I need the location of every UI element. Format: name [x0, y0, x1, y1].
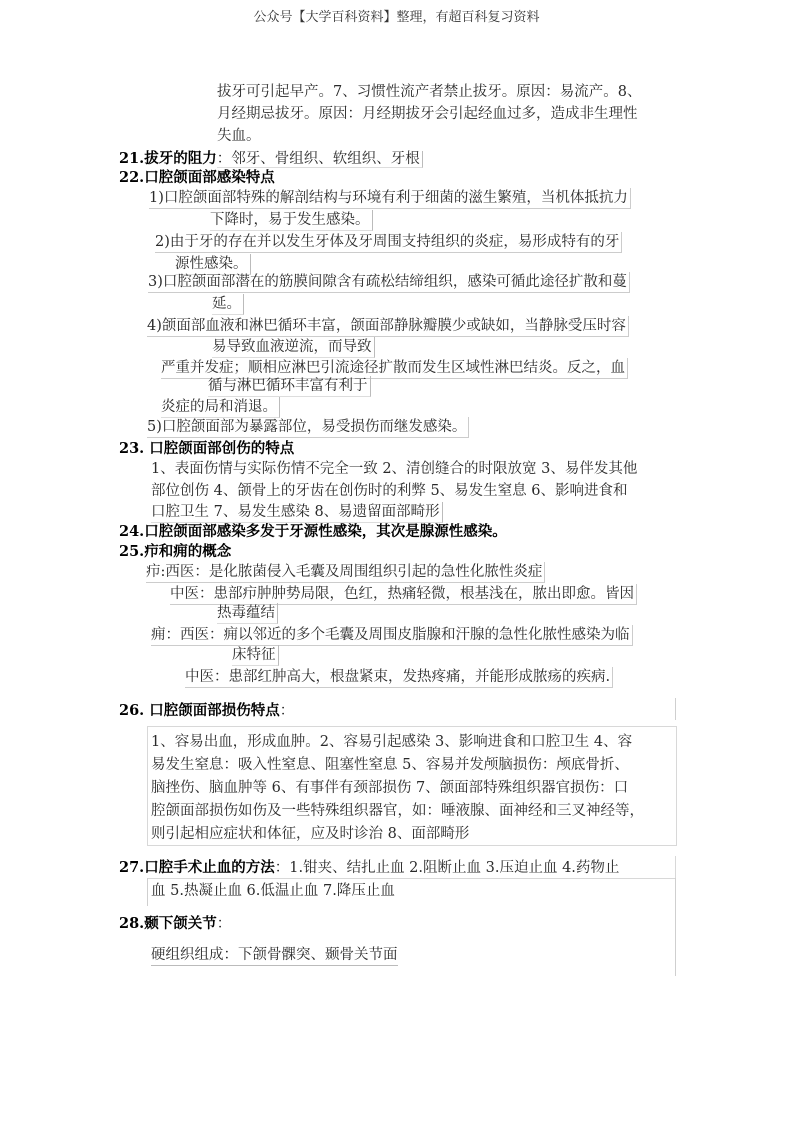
section-heading: 24.口腔颌面部感染多发于牙源性感染，其次是腺源性感染。 — [119, 523, 507, 540]
text-line: 中医：患部疖肿肿势局限，色红，热痛轻微，根基浅在，脓出即愈。皆因 — [170, 584, 637, 605]
page-header: 公众号【大学百科资料】整理，有超百科复习资料 — [253, 10, 540, 25]
section-21 — [119, 148, 423, 169]
text-line: 硬组织组成：下颌骨髁突、颞骨关节面 — [151, 945, 398, 966]
text-line: 易发生窒息：吸入性窒息、阻塞性窒息 5、容易并发颅脑损伤：颅底骨折、 — [151, 757, 629, 773]
text-line: 下降时，易于发生感染。 — [210, 210, 373, 231]
text-line: 部位创伤 4、颌骨上的牙齿在创伤时的利弊 5、易发生窒息 6、影响进食和 — [151, 483, 628, 499]
text-line: 炎症的局和消退。 — [161, 397, 280, 418]
section-heading: 21.拔牙的阻力 — [119, 150, 217, 167]
section-text: ： — [216, 916, 232, 932]
text-line: 则引起相应症状和体征，应及时诊治 8、面部畸形 — [151, 826, 470, 842]
divider — [147, 878, 148, 906]
section-28 — [119, 913, 231, 934]
section-heading: 28.颞下颌关节 — [119, 915, 217, 932]
text-line: 疖:西医：是化脓菌侵入毛囊及周围组织引起的急性化脓性炎症 — [146, 562, 545, 583]
section-text: ： — [279, 703, 295, 719]
text-line: 脑挫伤、脑血肿等 6、有事伴有颈部损伤 7、颌面部特殊组织器官损伤：口 — [151, 780, 629, 796]
divider — [675, 698, 676, 720]
section-heading: 25.疖和痈的概念 — [119, 543, 232, 560]
text-line: 失血。 — [217, 128, 261, 144]
text-line: 1)口腔颌面部特殊的解剖结构与环境有利于细菌的滋生繁殖，当机体抵抗力 — [149, 188, 631, 209]
text-line: 1、容易出血，形成血肿。2、容易引起感染 3、影响进食和口腔卫生 4、容 — [151, 734, 633, 750]
section-text: ：1.钳夹、结扎止血 2.阻断止血 3.压迫止血 4.药物止 — [274, 860, 620, 876]
text-line: 易导致血液逆流，而导致 — [212, 337, 375, 358]
text-line: 2)由于牙的存在并以发生牙体及牙周围支持组织的炎症，易形成特有的牙 — [155, 232, 622, 253]
text-line: 拔牙可引起早产。7、习惯性流产者禁止拔牙。原因：易流产。8、 — [217, 84, 642, 100]
divider — [675, 878, 676, 976]
text-line: 5)口腔颌面部为暴露部位，易受损伤而继发感染。 — [147, 417, 469, 438]
text-line: 痈：西医：痈以邻近的多个毛囊及周围皮脂腺和汗腺的急性化脓性感染为临 — [151, 625, 633, 646]
section-heading: 26. 口腔颌面部损伤特点 — [119, 702, 280, 719]
text-frame — [147, 856, 676, 879]
text-line: 4)颌面部血液和淋巴循环丰富，颌面部静脉瓣膜少或缺如，当静脉受压时容 — [147, 316, 629, 337]
text-line: 床特征 — [232, 645, 279, 666]
text-line: 1、表面伤情与实际伤情不完全一致 2、清创缝合的时限放宽 3、易伴发其他 — [151, 461, 638, 477]
section-heading: 23. 口腔颌面部创伤的特点 — [119, 440, 295, 457]
text-line: 口腔卫生 7、易发生感染 8、易遗留面部畸形 — [151, 502, 443, 523]
text-line: 源性感染。 — [175, 254, 251, 275]
text-line: 中医：患部红肿高大，根盘紧束，发热疼痛，并能形成脓疡的疾病. — [185, 667, 613, 688]
text-line: 腔颌面部损伤如伤及一些特殊组织器官，如：唾液腺、面神经和三叉神经等， — [151, 803, 644, 819]
text-line: 循与淋巴循环丰富有利于 — [208, 376, 371, 397]
text-line: 月经期忌拔牙。原因：月经期拔牙会引起经血过多，造成非生理性 — [217, 106, 638, 122]
text-line: 热毒蕴结 — [217, 603, 278, 624]
section-text: ：邻牙、骨组织、软组织、牙根 — [217, 151, 423, 168]
section-26 — [119, 700, 294, 721]
text-line: 血 5.热凝止血 6.低温止血 7.降压止血 — [151, 883, 395, 899]
text-line: 延。 — [212, 294, 244, 315]
text-line: 严重并发症；顺相应淋巴引流途径扩散而发生区域性淋巴结炎。反之，血 — [161, 358, 628, 379]
section-heading: 27.口腔手术止血的方法 — [119, 859, 275, 876]
text-line: 3)口腔颌面部潜在的筋膜间隙含有疏松结缔组织，感染可循此途径扩散和蔓 — [148, 272, 630, 293]
section-heading: 22.口腔颌面部感染特点 — [119, 169, 275, 186]
